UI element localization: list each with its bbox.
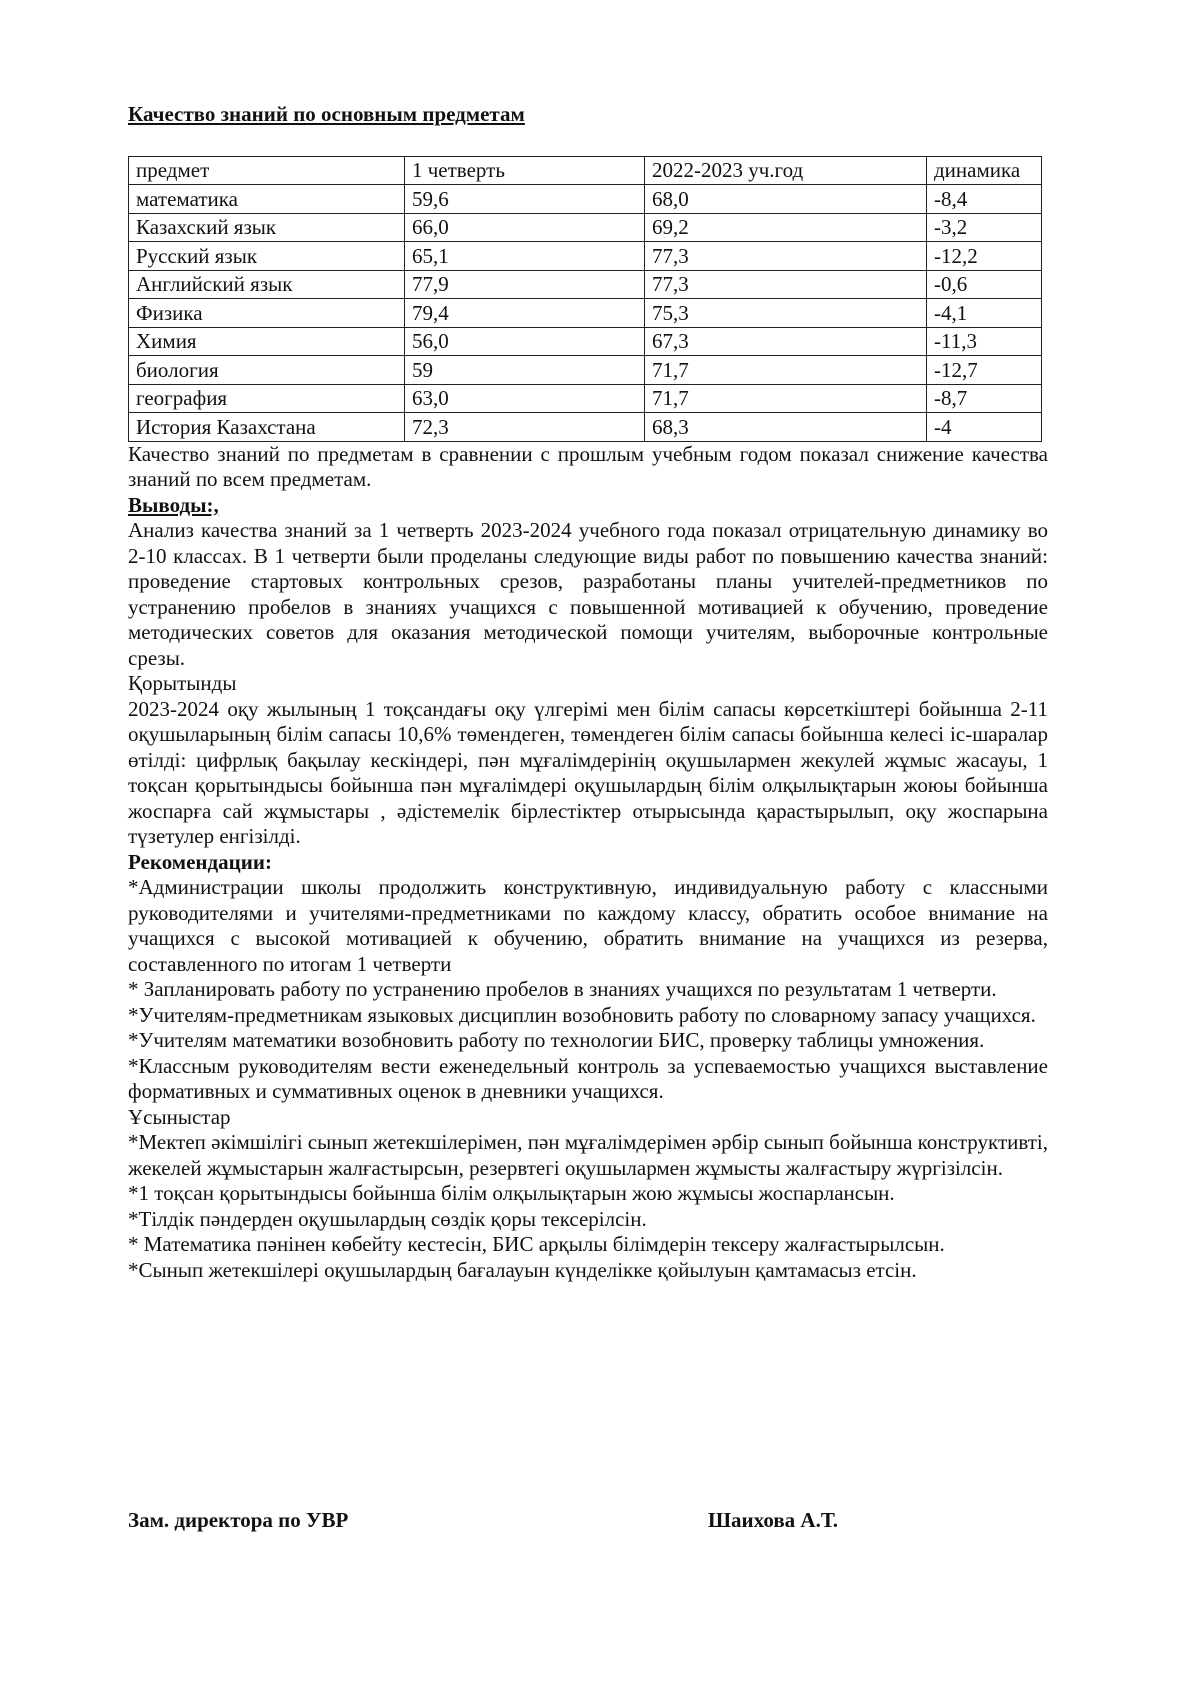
cell-dynamics: -4: [927, 413, 1042, 442]
cell-prev-year: 75,3: [645, 299, 927, 328]
cell-quarter: 66,0: [405, 213, 645, 242]
cell-quarter: 72,3: [405, 413, 645, 442]
recommendations-list: [128, 875, 1048, 1105]
table-row: [129, 327, 1042, 356]
kz-recommendations-heading: Ұсыныстар: [128, 1104, 231, 1129]
table-row: [129, 384, 1042, 413]
cell-dynamics: -3,2: [927, 213, 1042, 242]
kz-recommendation-item: *Тілдік пәндерден оқушылардың сөздік қоры тексерілсін.: [128, 1206, 647, 1231]
cell-subject: математика: [129, 185, 405, 214]
cell-subject: биология: [129, 356, 405, 385]
kz-recommendation-item: *Мектеп әкімшілігі сынып жетекшілерімен, пән мұғалімдерімен әрбір сынып бойынша конструктивті, жекелей жұмыстарын жалғастырсын, резервтегі оқушылармен жұмысты жалғастыру жүргізілсін.: [128, 1130, 1049, 1180]
cell-dynamics: -8,7: [927, 384, 1042, 413]
document-body: [128, 102, 1048, 1283]
table-row: [129, 185, 1042, 214]
cell-dynamics: -4,1: [927, 299, 1042, 328]
cell-prev-year: 67,3: [645, 327, 927, 356]
cell-subject: Русский язык: [129, 242, 405, 271]
recommendation-item: *Учителям-предметникам языковых дисциплин возобновить работу по словарному запасу учащихся.: [128, 1002, 1036, 1027]
cell-prev-year: 69,2: [645, 213, 927, 242]
header-quarter: 1 четверть: [405, 156, 645, 185]
cell-subject: Казахский язык: [129, 213, 405, 242]
kz-recommendation-item: *1 тоқсан қорытындысы бойынша білім олқылықтарын жою жұмысы жоспарлансын.: [128, 1181, 895, 1205]
cell-dynamics: -11,3: [927, 327, 1042, 356]
header-dynamics: динамика: [927, 156, 1042, 185]
cell-prev-year: 68,3: [645, 413, 927, 442]
cell-dynamics: -12,2: [927, 242, 1042, 271]
recommendations-heading: Рекомендации:: [128, 849, 272, 874]
header-prev-year: 2022-2023 уч.год: [645, 156, 927, 185]
header-subject: предмет: [129, 156, 405, 185]
cell-prev-year: 68,0: [645, 185, 927, 214]
cell-prev-year: 71,7: [645, 384, 927, 413]
cell-prev-year: 77,3: [645, 242, 927, 271]
table-row: [129, 299, 1042, 328]
table-row: [129, 242, 1042, 271]
conclusions-text: Анализ качества знаний за 1 четверть 2023-2024 учебного года показал отрицательную динамику во 2-10 классах. В 1 четверти были проделаны следующие виды работ по повышению качества знаний: проведение стартовых контрольных срезов, разработаны планы учителей-предметников по устранению пробелов в знаниях учащихся с повышенной мотивацией к обучению, проведение методических советов для оказания методической помощи учителям, выборочные контрольные срезы.: [128, 518, 1048, 670]
recommendation-item: *Классным руководителям вести еженедельный контроль за успеваемостью учащихся выставление формативных и суммативных оценок в дневники учащихся.: [128, 1053, 1048, 1103]
table-row: [129, 356, 1042, 385]
kz-recommendations-list: [128, 1130, 1048, 1283]
cell-dynamics: -12,7: [927, 356, 1042, 385]
cell-subject: Химия: [129, 327, 405, 356]
cell-quarter: 65,1: [405, 242, 645, 271]
cell-prev-year: 77,3: [645, 270, 927, 299]
summary-text: Качество знаний по предметам в сравнении с прошлым учебным годом показал снижение качества знаний по всем предметам.: [128, 441, 1048, 491]
signature-name: Шаихова А.Т.: [708, 1508, 838, 1532]
quality-table: [128, 156, 1042, 442]
cell-prev-year: 71,7: [645, 356, 927, 385]
cell-quarter: 56,0: [405, 327, 645, 356]
recommendation-item: *Администрации школы продолжить конструктивную, индивидуальную работу с классными руководителями и учителями-предметниками по каждому классу, обратить особое внимание на учащихся с высокой мотивацией к обучению, обратить внимание на учащихся из резерва, составленного по итогам 1 четверти: [128, 875, 1048, 976]
cell-quarter: 59: [405, 356, 645, 385]
page-title: Качество знаний по основным предметам: [128, 102, 525, 126]
cell-quarter: 77,9: [405, 270, 645, 299]
cell-subject: Физика: [129, 299, 405, 328]
signature-position: Зам. директора по УВР: [128, 1508, 349, 1532]
cell-dynamics: -8,4: [927, 185, 1042, 214]
table-row: [129, 270, 1042, 299]
cell-subject: география: [129, 384, 405, 413]
cell-subject: История Казахстана: [129, 413, 405, 442]
table-row: [129, 213, 1042, 242]
table-header-row: [129, 156, 1042, 185]
table-row: [129, 413, 1042, 442]
conclusions-heading: Выводы:,: [128, 492, 219, 517]
kz-recommendation-item: * Математика пәнінен көбейту кестесін, БИС арқылы білімдерін тексеру жалғастырылсын.: [128, 1232, 945, 1256]
cell-subject: Английский язык: [129, 270, 405, 299]
cell-quarter: 79,4: [405, 299, 645, 328]
recommendation-item: *Учителям математики возобновить работу по технологии БИС, проверку таблицы умножения.: [128, 1028, 985, 1052]
cell-dynamics: -0,6: [927, 270, 1042, 299]
kz-conclusions-text: 2023-2024 оқу жылының 1 тоқсандағы оқу үлгерімі мен білім сапасы көрсеткіштері бойынша 2-11 оқушыларының білім сапасы 10,6% төмендеген, төмендеген білім сапасы бойынша келесі іс-шаралар өтілді: цифрлық бақылау кескіндері, пән мұғалімдерінің оқушылармен жекулей жұмыс жасауы, 1 тоқсан қорытындысы бойынша пән мұғалімдері оқушылардың білім олқылықтарын жоюы бойынша жоспарға сай жұмыстары , әдістемелік бірлестіктер отырысында қарастырылып, оқу жоспарына түзетулер енгізілді.: [128, 696, 1048, 848]
kz-conclusions-heading: Қорытынды: [128, 671, 237, 695]
cell-quarter: 63,0: [405, 384, 645, 413]
cell-quarter: 59,6: [405, 185, 645, 214]
kz-recommendation-item: *Сынып жетекшілері оқушылардың бағалауын күнделікке қойылуын қамтамасыз етсін.: [128, 1257, 917, 1282]
recommendation-item: * Запланировать работу по устранению пробелов в знаниях учащихся по результатам 1 четверти.: [128, 977, 997, 1001]
